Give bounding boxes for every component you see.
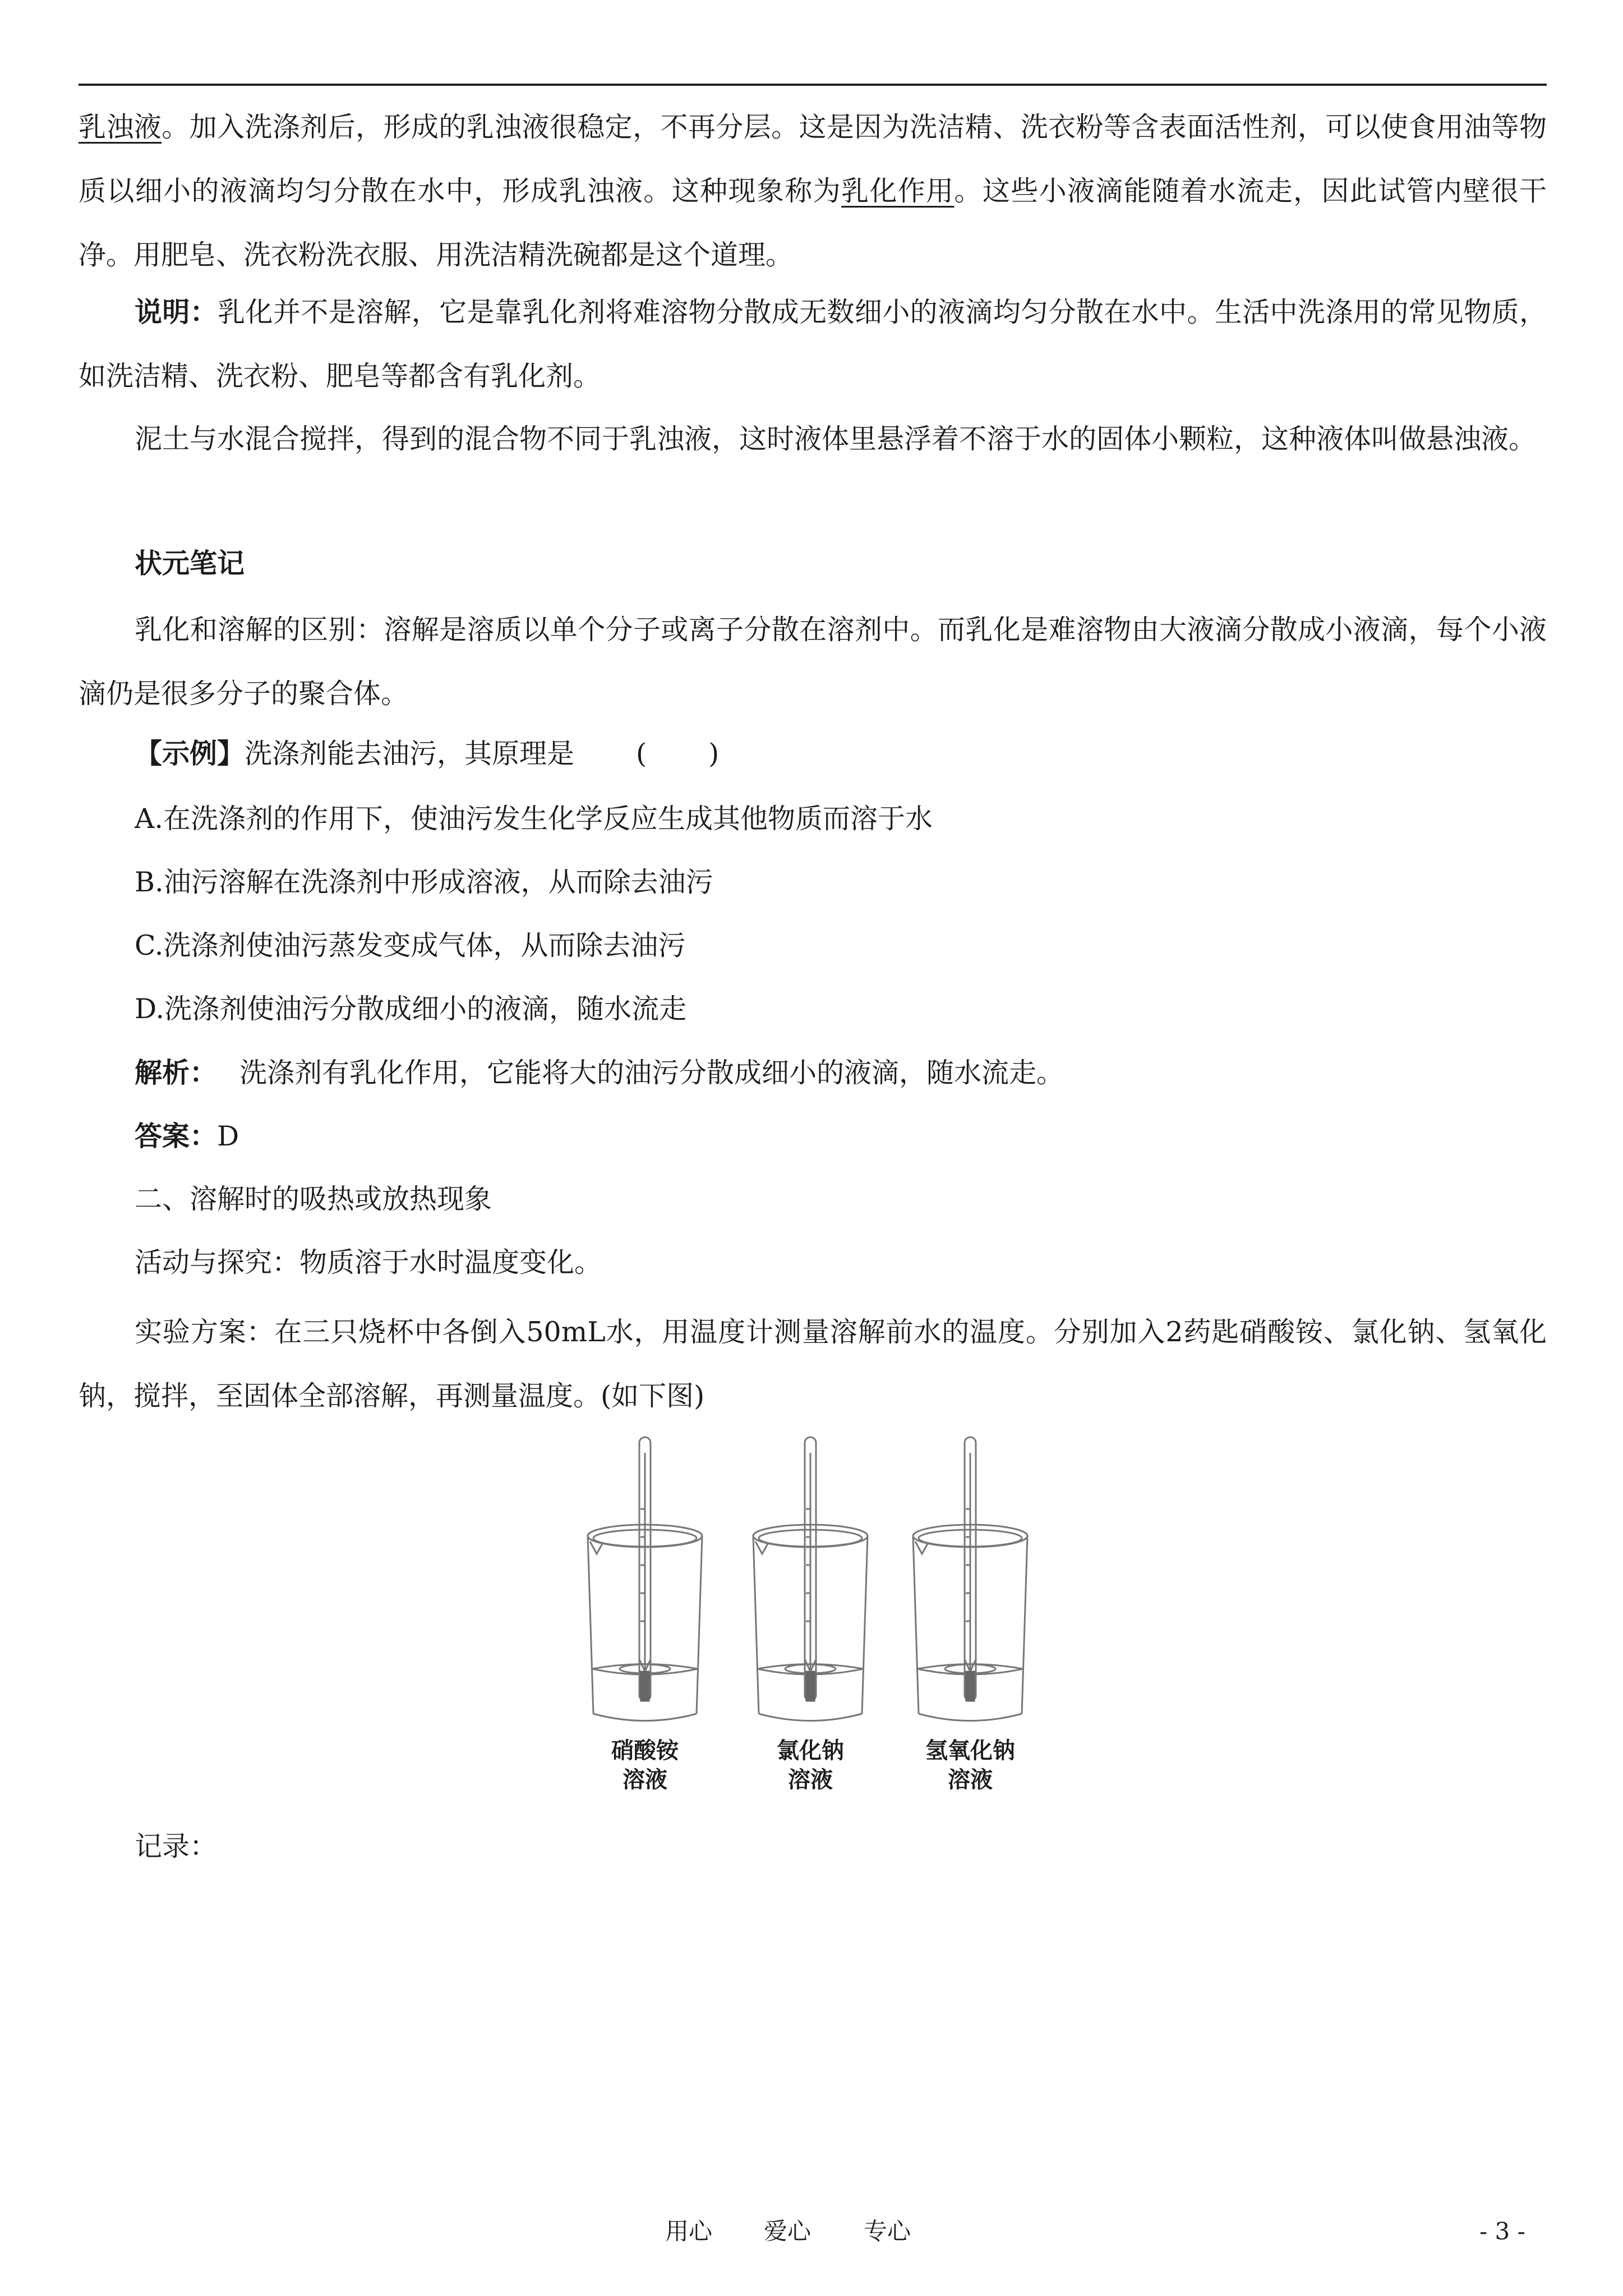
section-2-title: 二、溶解时的吸热或放热现象 <box>135 1183 492 1215</box>
thermometer-2 <box>805 1437 816 1701</box>
answer-value: D <box>217 1120 239 1152</box>
option-a: A.在洗涤剂的作用下，使油污发生化学反应生成其他物质而溶于水 <box>135 803 933 835</box>
example-stem: 洗涤剂能去油污，其原理是 <box>245 738 575 770</box>
thermometer-3 <box>965 1437 976 1701</box>
caption-3-line-1: 氢氧化钠 <box>925 1738 1015 1764</box>
paragraph-emulsion <box>79 95 1547 287</box>
activity-line: 活动与探究：物质溶于水时温度变化。 <box>135 1246 602 1278</box>
caption-sodium-hydroxide <box>903 1736 1038 1795</box>
footer-motto-3: 专心 <box>864 2217 911 2245</box>
thermometer-1 <box>639 1437 651 1701</box>
paragraph-note <box>79 280 1547 408</box>
answer-label: 答案： <box>135 1120 218 1152</box>
analysis-label: 解析： <box>135 1057 218 1089</box>
caption-sodium-chloride <box>743 1736 878 1795</box>
analysis <box>135 1056 1064 1090</box>
paragraph-emulsion-text-2: 。这些小液滴能随着水流走，因此试管内壁很干净。用肥皂、洗衣粉洗衣服、用洗洁精洗碗都是这个道理。 <box>79 175 1547 271</box>
answer-paren-open: ( <box>636 738 647 770</box>
answer-paren-close: ) <box>708 738 720 770</box>
caption-2-line-2: 溶液 <box>788 1767 833 1793</box>
paragraph-emulsion-text-1: 。加入洗涤剂后，形成的乳浊液很稳定，不再分层。这是因为洗洁精、洗衣粉等含表面活性剂，可以使食用油等物质以细小的液滴均匀分散在水中，形成乳浊液。这种现象称为 <box>79 111 1547 207</box>
footer-motto-2: 爱心 <box>764 2217 811 2245</box>
paragraph-suspension: 泥土与水混合搅拌，得到的混合物不同于乳浊液，这时液体里悬浮着不溶于水的固体小颗粒，这种液体叫做悬浊液。 <box>135 423 1537 455</box>
page-number: - 3 - <box>1479 2217 1525 2245</box>
caption-1-line-2: 溶液 <box>623 1767 667 1793</box>
note-label: 说明： <box>135 296 218 328</box>
term-emulsification: 乳化作用 <box>841 175 955 207</box>
example-label: 【示例】 <box>135 738 245 770</box>
beakers-illustration <box>561 1436 1054 1750</box>
example-question <box>135 737 719 771</box>
footer-motto-1: 用心 <box>665 2217 713 2245</box>
beakers-figure <box>561 1436 1054 1806</box>
heading-notes: 状元笔记 <box>135 547 245 579</box>
term-emulsion: 乳浊液 <box>79 111 162 143</box>
answer <box>135 1120 239 1153</box>
option-b: B.油污溶解在洗涤剂中形成溶液，从而除去油污 <box>135 866 713 898</box>
caption-3-line-2: 溶液 <box>948 1767 993 1793</box>
record-label: 记录： <box>135 1830 218 1862</box>
header-rule <box>79 84 1547 86</box>
option-d: D.洗涤剂使油污分散成细小的液滴，随水流走 <box>135 993 687 1025</box>
caption-2-line-1: 氯化钠 <box>777 1738 844 1764</box>
option-c: C.洗涤剂使油污蒸发变成气体，从而除去油污 <box>135 930 686 961</box>
caption-ammonium-nitrate <box>578 1736 712 1795</box>
note-text: 乳化并不是溶解，它是靠乳化剂将难溶物分散成无数细小的液滴均匀分散在水中。生活中洗涤用的常见物质，如洗洁精、洗衣粉、肥皂等都含有乳化剂。 <box>79 296 1547 392</box>
caption-1-line-1: 硝酸铵 <box>611 1738 679 1764</box>
analysis-text: 洗涤剂有乳化作用，它能将大的油污分散成细小的液滴，随水流走。 <box>239 1057 1064 1089</box>
experiment-plan: 实验方案：在三只烧杯中各倒入50mL水，用温度计测量溶解前水的温度。分别加入2药匙硝酸铵、氯化钠、氢氧化钠，搅拌，至固体全部溶解，再测量温度。(如下图) <box>79 1316 1547 1412</box>
paragraph-difference: 乳化和溶解的区别：溶解是溶质以单个分子或离子分散在溶剂中。而乳化是难溶物由大液滴分散成小液滴，每个小液滴仍是很多分子的聚合体。 <box>79 614 1547 710</box>
